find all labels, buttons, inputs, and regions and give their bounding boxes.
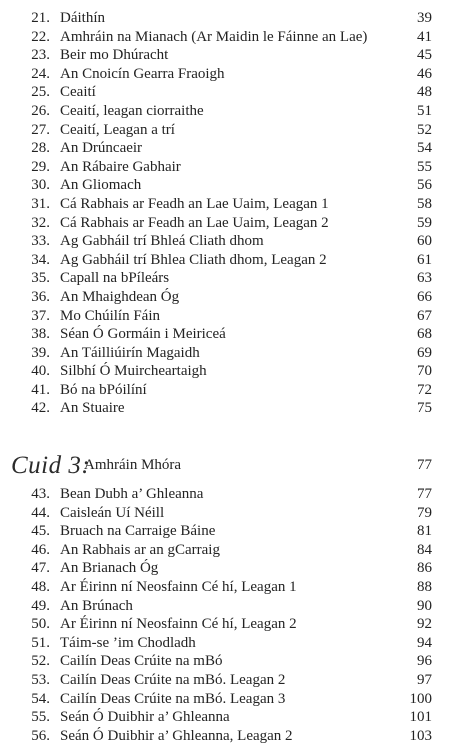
entry-title: An Rábaire Gabhair xyxy=(60,158,181,175)
entry-number: 42. xyxy=(31,400,50,417)
section-heading xyxy=(0,450,450,480)
section-label: Cuid 3: xyxy=(11,452,91,479)
entry-title: Cailín Deas Crúite na mBó. Leagan 2 xyxy=(60,671,286,688)
toc-entry xyxy=(0,541,450,560)
entry-number: 31. xyxy=(31,195,50,212)
entry-page-number: 56 xyxy=(417,177,432,194)
entry-number: 56. xyxy=(31,727,50,744)
entry-title: Cá Rabhais ar Feadh an Lae Uaim, Leagan 1 xyxy=(60,195,329,212)
entry-number: 32. xyxy=(31,214,50,231)
entry-title: Ag Gabháil trí Bhlea Cliath dhom, Leagan 2 xyxy=(60,251,327,268)
entry-number: 35. xyxy=(31,270,50,287)
entry-number: 55. xyxy=(31,709,50,726)
entry-page-number: 41 xyxy=(417,28,432,45)
entry-title: Séan Ó Gormáin i Meiriceá xyxy=(60,326,226,343)
entry-page-number: 58 xyxy=(417,195,432,212)
toc-entry xyxy=(0,176,450,195)
entry-title: An Stuaire xyxy=(60,400,125,417)
entry-title: Ceaití, leagan ciorraithe xyxy=(60,102,204,119)
entry-page-number: 63 xyxy=(417,270,432,287)
entry-page-number: 81 xyxy=(417,523,432,540)
entry-number: 53. xyxy=(31,671,50,688)
entry-number: 25. xyxy=(31,84,50,101)
entry-title: Amhráin na Mianach (Ar Maidin le Fáinne an Lae) xyxy=(60,28,368,45)
entry-number: 54. xyxy=(31,690,50,707)
entry-page-number: 101 xyxy=(409,709,432,726)
entry-page-number: 61 xyxy=(417,251,432,268)
entry-title: Bruach na Carraige Báine xyxy=(60,523,216,540)
entry-page-number: 79 xyxy=(417,504,432,521)
entry-title: Táim-se ’im Chodladh xyxy=(60,634,196,651)
entry-page-number: 75 xyxy=(417,400,432,417)
entry-number: 29. xyxy=(31,158,50,175)
entry-page-number: 68 xyxy=(417,326,432,343)
entry-title: An Brianach Óg xyxy=(60,560,159,577)
toc-entry xyxy=(0,9,450,28)
toc-list-part-3 xyxy=(0,485,450,745)
entry-number: 24. xyxy=(31,65,50,82)
toc-entry xyxy=(0,708,450,727)
entry-title: An Mhaighdean Óg xyxy=(60,288,180,305)
entry-number: 23. xyxy=(31,47,50,64)
entry-title: Dáithín xyxy=(60,10,105,26)
entry-number: 49. xyxy=(31,597,50,614)
entry-title: Beir mo Dhúracht xyxy=(60,47,169,64)
entry-number: 40. xyxy=(31,363,50,380)
entry-number: 22. xyxy=(31,28,50,45)
section-title: Amhráin Mhóra xyxy=(84,457,182,473)
entry-page-number: 54 xyxy=(417,140,432,157)
entry-title: Cá Rabhais ar Feadh an Lae Uaim, Leagan 2 xyxy=(60,214,329,231)
toc-entry xyxy=(0,83,450,102)
toc-entry xyxy=(0,504,450,523)
entry-page-number: 72 xyxy=(417,381,432,398)
entry-page-number: 97 xyxy=(417,671,432,688)
entry-title: Ceaití, Leagan a trí xyxy=(60,121,175,138)
toc-entry xyxy=(0,46,450,65)
entry-title: Bean Dubh a’ Ghleanna xyxy=(60,486,204,502)
entry-title: Ceaití xyxy=(60,84,96,101)
toc-entry xyxy=(0,195,450,214)
entry-page-number: 67 xyxy=(417,307,432,324)
entry-title: Cailín Deas Crúite na mBó xyxy=(60,653,223,670)
entry-number: 37. xyxy=(31,307,50,324)
entry-title: Capall na bPíleárs xyxy=(60,270,170,287)
entry-page-number: 100 xyxy=(409,690,432,707)
entry-title: Ar Éirinn ní Neosfainn Cé hí, Leagan 2 xyxy=(60,616,297,633)
toc-list-part-2 xyxy=(0,9,450,418)
entry-title: An Gliomach xyxy=(60,177,142,194)
entry-page-number: 51 xyxy=(417,102,432,119)
toc-entry xyxy=(0,652,450,671)
entry-number: 30. xyxy=(31,177,50,194)
toc-entry xyxy=(0,121,450,140)
toc-entry xyxy=(0,158,450,177)
entry-number: 36. xyxy=(31,288,50,305)
toc-entry xyxy=(0,65,450,84)
section-page-number: 77 xyxy=(417,457,432,473)
toc-entry xyxy=(0,559,450,578)
toc-entry xyxy=(0,214,450,233)
entry-page-number: 39 xyxy=(417,10,432,26)
entry-page-number: 48 xyxy=(417,84,432,101)
entry-number: 21. xyxy=(31,10,50,26)
entry-number: 48. xyxy=(31,578,50,595)
entry-number: 34. xyxy=(31,251,50,268)
entry-page-number: 84 xyxy=(417,541,432,558)
entry-title: An Táilliúirín Magaidh xyxy=(60,344,200,361)
entry-number: 50. xyxy=(31,616,50,633)
entry-title: Ar Éirinn ní Neosfainn Cé hí, Leagan 1 xyxy=(60,578,297,595)
toc-entry xyxy=(0,399,450,418)
entry-title: Bó na bPóilíní xyxy=(60,381,147,398)
entry-number: 51. xyxy=(31,634,50,651)
entry-number: 43. xyxy=(31,486,50,502)
toc-entry xyxy=(0,269,450,288)
entry-page-number: 45 xyxy=(417,47,432,64)
toc-entry xyxy=(0,325,450,344)
entry-page-number: 96 xyxy=(417,653,432,670)
toc-entry xyxy=(0,727,450,746)
entry-page-number: 46 xyxy=(417,65,432,82)
entry-number: 28. xyxy=(31,140,50,157)
toc-entry xyxy=(0,288,450,307)
toc-entry xyxy=(0,578,450,597)
toc-entry xyxy=(0,102,450,121)
entry-page-number: 77 xyxy=(417,486,432,502)
entry-title: Seán Ó Duibhir a’ Ghleanna, Leagan 2 xyxy=(60,727,293,744)
entry-number: 38. xyxy=(31,326,50,343)
entry-page-number: 55 xyxy=(417,158,432,175)
entry-title: Caisleán Uí Néill xyxy=(60,504,165,521)
entry-number: 33. xyxy=(31,233,50,250)
entry-page-number: 86 xyxy=(417,560,432,577)
entry-page-number: 66 xyxy=(417,288,432,305)
toc-entry xyxy=(0,597,450,616)
entry-number: 46. xyxy=(31,541,50,558)
toc-entry xyxy=(0,381,450,400)
toc-entry xyxy=(0,344,450,363)
entry-number: 41. xyxy=(31,381,50,398)
entry-page-number: 70 xyxy=(417,363,432,380)
toc-entry xyxy=(0,615,450,634)
entry-title: Ag Gabháil trí Bhleá Cliath dhom xyxy=(60,233,264,250)
entry-page-number: 90 xyxy=(417,597,432,614)
entry-page-number: 103 xyxy=(409,727,432,744)
entry-number: 26. xyxy=(31,102,50,119)
entry-title: Seán Ó Duibhir a’ Ghleanna xyxy=(60,709,230,726)
entry-page-number: 60 xyxy=(417,233,432,250)
toc-entry xyxy=(0,485,450,504)
entry-page-number: 69 xyxy=(417,344,432,361)
entry-title: An Brúnach xyxy=(60,597,133,614)
entry-number: 27. xyxy=(31,121,50,138)
toc-entry xyxy=(0,671,450,690)
toc-entry xyxy=(0,362,450,381)
entry-title: An Cnoicín Gearra Fraoigh xyxy=(60,65,225,82)
entry-number: 45. xyxy=(31,523,50,540)
toc-entry xyxy=(0,251,450,270)
toc-entry xyxy=(0,28,450,47)
entry-number: 39. xyxy=(31,344,50,361)
entry-page-number: 92 xyxy=(417,616,432,633)
entry-title: An Drúncaeir xyxy=(60,140,143,157)
toc-entry xyxy=(0,690,450,709)
toc-entry xyxy=(0,139,450,158)
entry-page-number: 52 xyxy=(417,121,432,138)
entry-title: Silbhí Ó Muircheartaigh xyxy=(60,363,207,380)
entry-page-number: 59 xyxy=(417,214,432,231)
toc-entry xyxy=(0,634,450,653)
entry-page-number: 94 xyxy=(417,634,432,651)
toc-entry xyxy=(0,307,450,326)
entry-number: 44. xyxy=(31,504,50,521)
entry-number: 52. xyxy=(31,653,50,670)
entry-page-number: 88 xyxy=(417,578,432,595)
toc-entry xyxy=(0,232,450,251)
entry-title: An Rabhais ar an gCarraig xyxy=(60,541,220,558)
entry-number: 47. xyxy=(31,560,50,577)
toc-entry xyxy=(0,522,450,541)
entry-title: Mo Chúilín Fáin xyxy=(60,307,161,324)
entry-title: Cailín Deas Crúite na mBó. Leagan 3 xyxy=(60,690,286,707)
